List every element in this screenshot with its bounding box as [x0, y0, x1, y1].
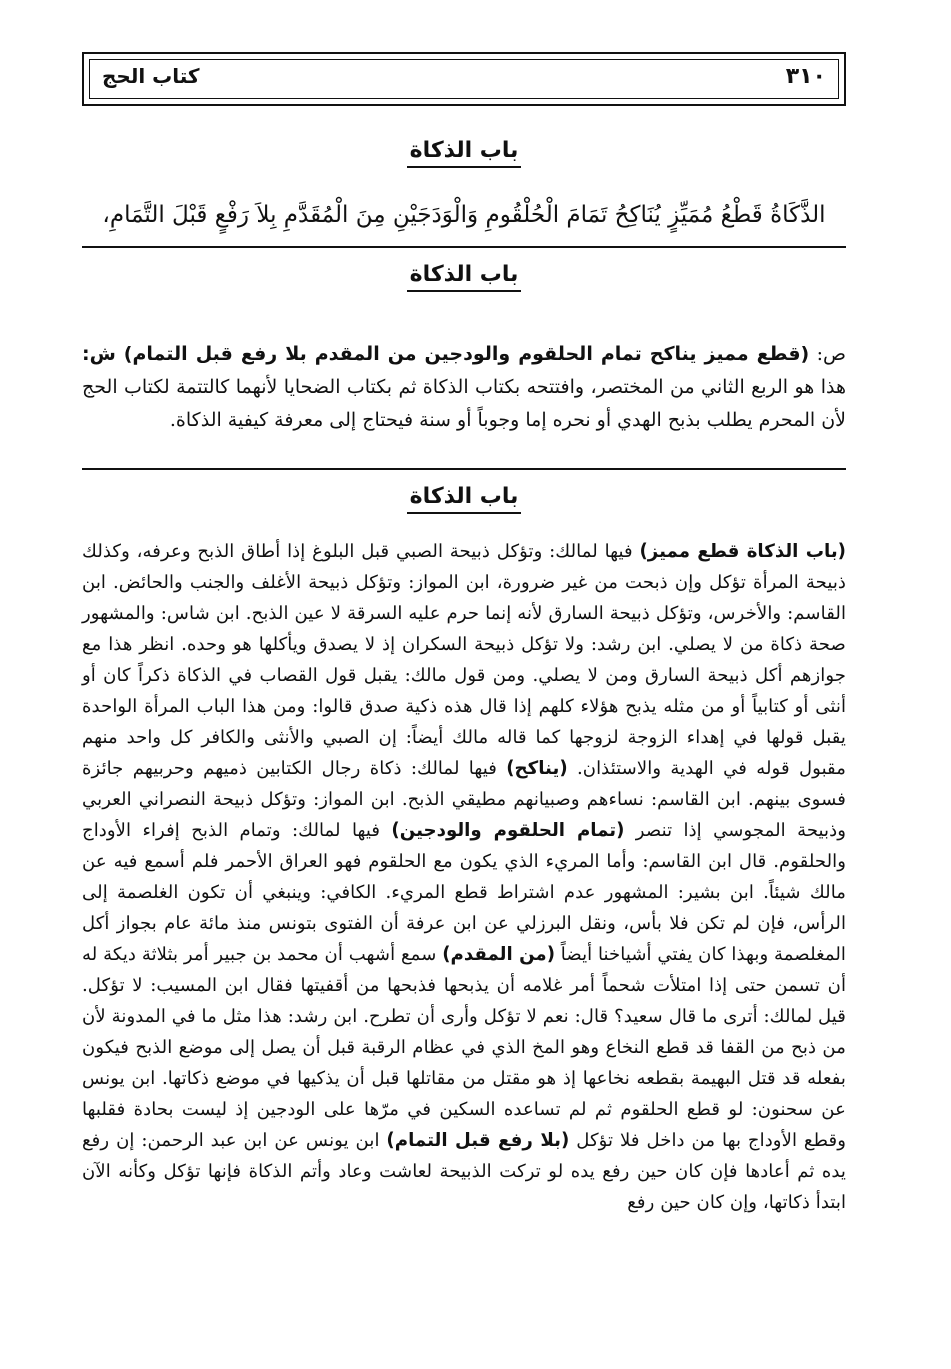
sharh-lead: ص: [809, 343, 846, 365]
segment-text: سمع أشهب أن محمد بن جبير أمر بثلاثة ديكة له أن تسمن حتى إذا امتلأت شحماً أمر غلامه أن يذبحها فذبحها من أقفيتها فقال ابن المسيب: لا تؤكل. قيل لمالك: أترى ما قال سعيد؟ قال: نعم لا تؤكل وأرى أن تطرح. ابن رشد: هذا مثل ما في المدونة لأن من ذبح من القفا قد قطع النخاع وهو المخ الذي في عظام الرقبة قبل أن يصل إلى موضع الذبح فيكون بفعله قد قتل البهيمة بقطعه نخاعها إذ هو مقتل من مقاتلها قبل أن يذكيها في موضع ذكاتها. ابن يونس عن سحنون: لو قطع الحلقوم ثم لم تساعده السكين في مرّها على الودجين إذ ليست بحادة فقلبها وقطع الأوداج بها من داخل فلا تؤكل [82, 944, 847, 1151]
header-inner-frame [89, 59, 839, 99]
quote-yunakih: (يناكح) [506, 758, 568, 779]
divider [82, 468, 846, 470]
running-header [82, 52, 846, 106]
section2-heading: باب الذكاة [82, 262, 846, 287]
quote-muqaddam: (من المقدم) [442, 944, 556, 965]
section3-heading: باب الذكاة [82, 484, 846, 509]
sharh-paragraph [82, 338, 846, 437]
quote-bab: (باب الذكاة قطع مميز) [639, 541, 846, 562]
sharh-body: هذا هو الربع الثاني من المختصر، وافتتحه بكتاب الذكاة ثم بكتاب الضحايا لأنهما كالتتمة لكتاب الحج لأن المحرم يطلب بذبح الهدي أو نحره إما وجوباً أو سنة فيحتاج إلى معرفة كيفية الذكاة. [82, 376, 846, 431]
segment-text: فيها لمالك: وتؤكل ذبيحة الصبي قبل البلوغ إذا أطاق الذبح وعرفه، وكذلك ذبيحة المرأة تؤكل وإن ذبحت من غير ضرورة، ابن المواز: وتؤكل ذبيحة الأغلف والجنب والحائض. ابن القاسم: والأخرس، وتؤكل ذبيحة السارق لأنه إنما حرم عليه السرقة لا عين الذبح. ابن شاس: والمشهور صحة ذكاة من لا يصلي. ابن رشد: ولا تؤكل ذبيحة السكران إذ لا يصدق ويأكلها هو وحده. انظر هذا مع جوازهم أكل ذبيحة السارق ومن لا يصلي. ومن قول مالك: يقبل قول القصاب في الذكاة ذكراً كان أو أنثى أو كتابياً أو من مثله يذبح هؤلاء كلهم إذا قال هذه ذكية صدق قالوا: ومن هذا الباب المرأة الواحدة يقبل قولها في إهداء الزوجة لزوجها كما قاله مالك أيضاً: إن الصبي والأنثى والكافر كل واحد منهم مقبول قوله في الهدية والاستئذان. [82, 541, 846, 779]
matn-text: الذَّكَاةُ قَطْعُ مُمَيِّزٍ يُنَاكِحُ تَمَامَ الْحُلْقُومِ وَالْوَدَجَيْنِ مِنَ الْمُقَدَّمِ بِلاَ رَفْعٍ قَبْلَ التَّمَامِ، [102, 202, 826, 228]
book-title: كتاب الحج [102, 64, 200, 88]
segment-text: فيها لمالك: ذكاة رجال الكتابين ذميهم وحربيهم جائزة فسوى بينهم. ابن القاسم: نساءهم وصبيانهم مطيقي الذبح. ابن المواز: وتؤكل ذبيحة النصراني العربي وذبيحة المجوسي إذا تنصر [82, 758, 846, 841]
hashiya-paragraph [82, 536, 846, 1218]
quote-tamam: (تمام الحلقوم والودجين) [391, 820, 625, 841]
section1-heading: باب الذكاة [82, 138, 846, 163]
segment-text: فيها لمالك: وتمام الذبح إفراء الأوداج والحلقوم. قال ابن القاسم: وأما المريء الذي يكون مع الحلقوم فهو العراق الأحمر فلم أسمع فيه عن مالك شيئاً. ابن بشير: المشهور عدم اشتراط قطع المريء. الكافي: وينبغي أن تكون الغلصمة إلى الرأس، فإن لم تكن فلا بأس، ونقل البرزلي عن ابن عرفة أن الفتوى بتونس منذ مائة عام بجواز أكل المغلصمة وبهذا كان يفتي أشياخنا أيضاً [82, 820, 846, 965]
divider [82, 246, 846, 248]
segment-text: ابن يونس عن ابن عبد الرحمن: إن رفع يده ثم أعادها فإن كان حين رفع يده لو تركت الذبيحة لعاشت وعاد وأتم الذكاة فإنها تؤكل وكأنه الآن ابتدأ ذكاتها، وإن كان حين رفع [82, 1130, 846, 1213]
sharh-quote: (قطع مميز يناكح تمام الحلقوم والودجين من المقدم بلا رفع قبل التمام) ش: [82, 343, 810, 365]
quote-bila-raf: (بلا رفع قبل التمام) [386, 1130, 570, 1151]
page-number: ٣١٠ [785, 64, 826, 89]
